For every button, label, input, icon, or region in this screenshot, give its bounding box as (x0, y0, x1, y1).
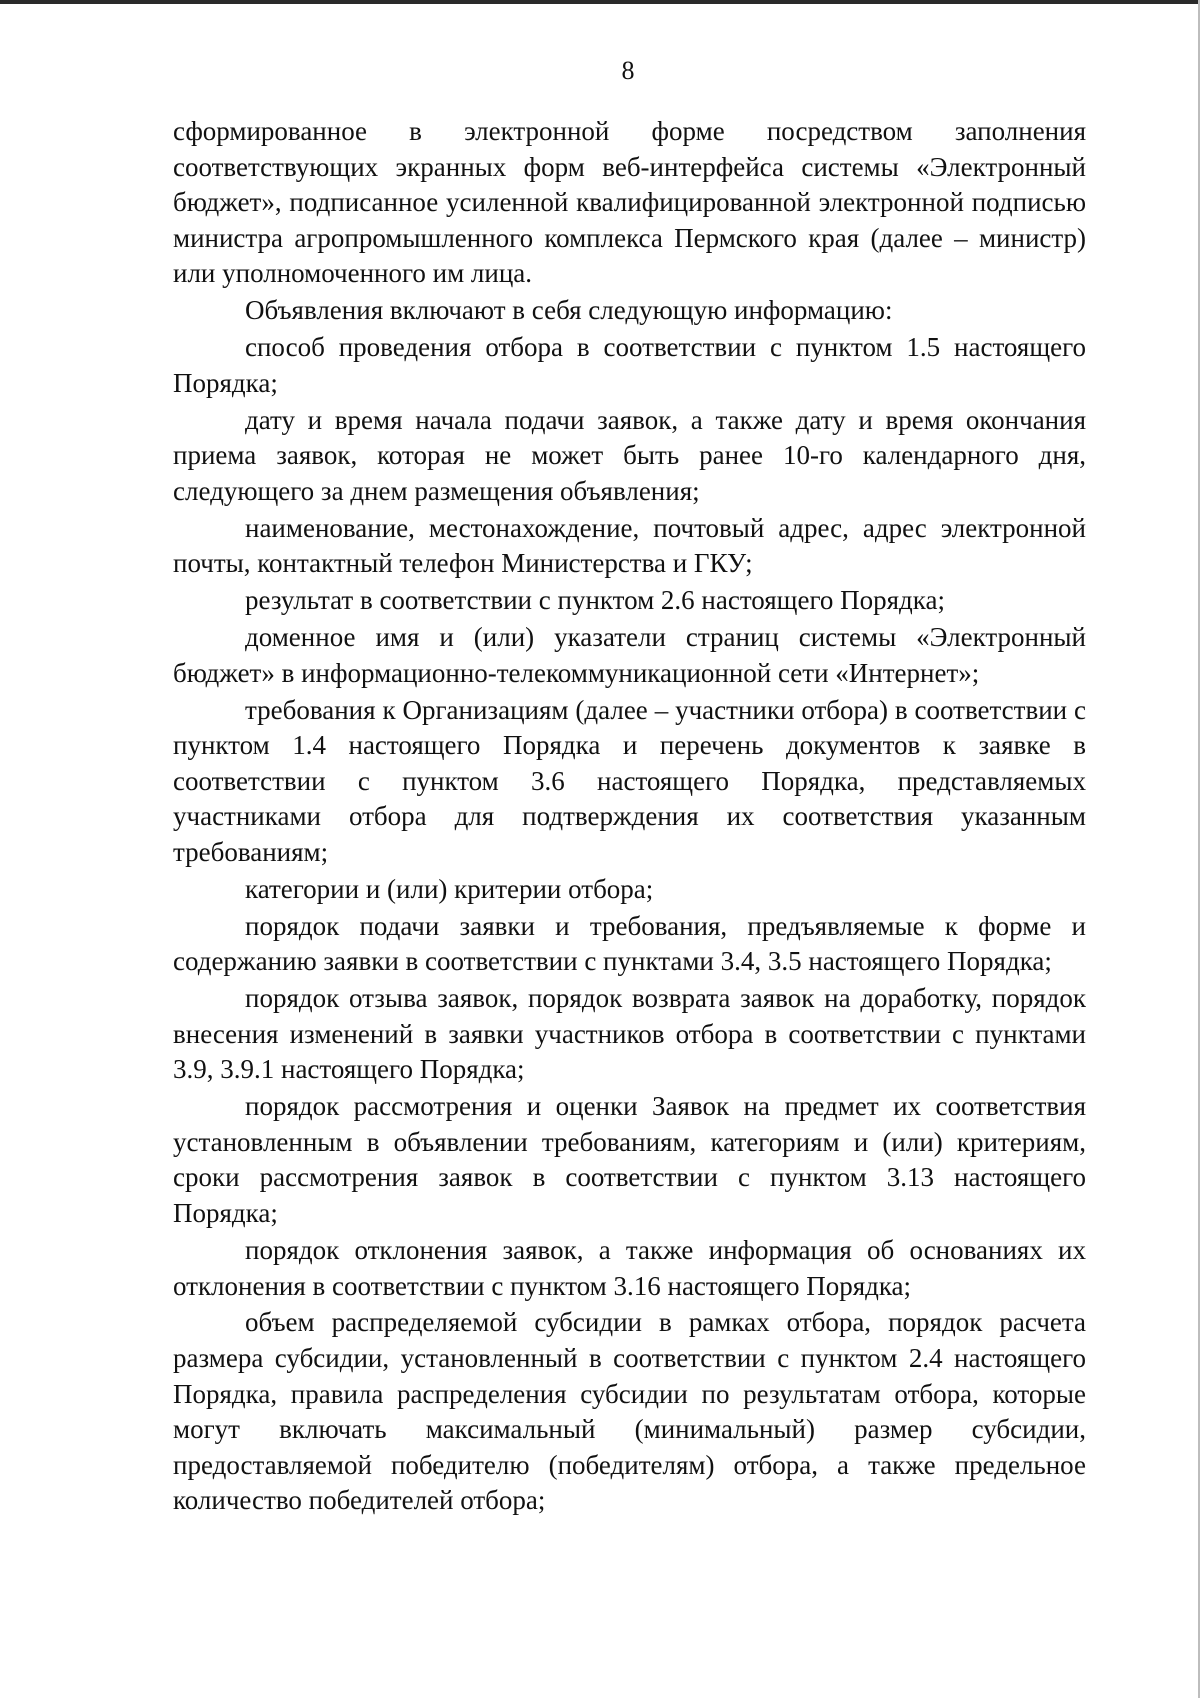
paragraph-contact-info: наименование, местонахождение, почтовый адрес, адрес электронной почты, контактный телефон Министерства и ГКУ; (173, 512, 1086, 579)
paragraph-rejection-order: порядок отклонения заявок, а также информация об основаниях их отклонения в соответствии с пунктом 3.16 настоящего Порядка; (173, 1234, 1086, 1301)
paragraph-domain-name: доменное имя и (или) указатели страниц системы «Электронный бюджет» в информационно-телекоммуникационной сети «Интернет»; (173, 622, 1086, 688)
paragraph-review-order: порядок рассмотрения и оценки Заявок на предмет их соответствия установленным в объявлении требованиям, категориям и (или) критериям, сроки рассмотрения заявок в соответствии с пунктом 3.13 настоящего Порядка; (173, 1091, 1086, 1229)
paragraph-subsidy-volume: объем распределяемой субсидии в рамках отбора, порядок расчета размера субсидии, установленный в соответствии с пунктом 2.4 настоящего Порядка, правила распределения субсидии по результатам отбора, которые могут включать максимальный (минимальный) размер субсидии, предоставляемой победителю (победителям) отбора, а также предельное количество победителей отбора; (173, 1307, 1086, 1516)
paragraph-submission-order: порядок подачи заявки и требования, предъявляемые к форме и содержанию заявки в соответствии с пунктами 3.4, 3.5 настоящего Порядка; (173, 910, 1086, 977)
paragraph-selection-method: способ проведения отбора в соответствии с пунктом 1.5 настоящего Порядка; (173, 332, 1086, 398)
paragraph-categories: категории и (или) критерии отбора; (245, 873, 654, 904)
paragraph-application-dates: дату и время начала подачи заявок, а также дату и время окончания приема заявок, которая не может быть ранее 10-го календарного дня, следующего за днем размещения объявления; (173, 404, 1086, 506)
scan-top-edge (0, 0, 1200, 4)
paragraph-result: результат в соответствии с пунктом 2.6 настоящего Порядка; (245, 585, 945, 616)
paragraph-requirements: требования к Организациям (далее – участники отбора) в соответствии с пунктом 1.4 настоящего Порядка и перечень документов к заявке в соответствии с пунктом 3.6 настоящего Порядка, представляемых участниками отбора для подтверждения их соответствия указанным требованиям; (173, 694, 1086, 867)
paragraph-announcement-intro: Объявления включают в себя следующую информацию: (245, 295, 893, 326)
body-text (173, 114, 1086, 1520)
paragraph-continuation: сформированное в электронной форме посредством заполнения соответствующих экранных форм веб-интерфейса системы «Электронный бюджет», подписанное усиленной квалифицированной электронной подписью министра агропромышленного комплекса Пермского края (далее – министр) или уполномоченного им лица. (173, 116, 1086, 289)
page-number: 8 (621, 56, 635, 85)
paragraph-withdrawal-order: порядок отзыва заявок, порядок возврата заявок на доработку, порядок внесения изменений в заявки участников отбора в соответствии с пунктами 3.9, 3.9.1 настоящего Порядка; (173, 983, 1086, 1085)
